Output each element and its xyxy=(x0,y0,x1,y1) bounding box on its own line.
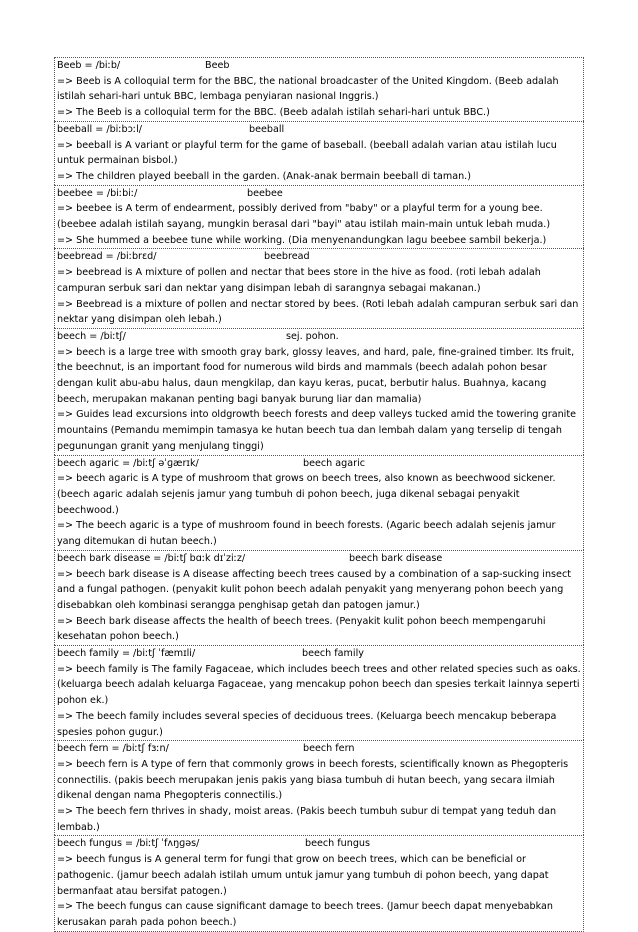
entry-pronunciation: beech fungus = /biːtʃ ˈfʌŋɡəs/ xyxy=(57,838,200,850)
entry-example: => Beech bark disease affects the health of beech trees. (Penyakit kulit pohon beech mempengaruhi kesehatan pohon beech.) xyxy=(57,615,546,643)
entry-definition: => beech fungus is A general term for fungi that grow on beech trees, which can be beneficial or pathogenic. (jamur beech adalah istilah umum untuk jamur yang tumbuh di pohon beech, yang dapat bermanfaat atau bersifat patogen.) xyxy=(57,854,549,897)
entry-pronunciation: beebread = /biːbrɛd/ xyxy=(57,251,157,263)
entry-definition: => beech fern is A type of fern that commonly grows in beech forests, scientifically known as Phegopteris connectilis. (pakis beech merupakan jenis pakis yang biasa tumbuh di hutan beech, yang secara ilmiah dikenal dengan nama Phegopteris connectilis.) xyxy=(57,758,569,802)
entry-example: => The Beeb is a colloquial term for the BBC. (Beeb adalah istilah sehari-hari untuk BBC.) xyxy=(57,107,490,119)
entry-example: => The beech agaric is a type of mushroom found in beech forests. (Agaric beech adalah sejenis jamur yang ditemukan di hutan beech.) xyxy=(57,520,556,548)
entry-headword-row xyxy=(57,741,581,757)
entry-headword-row xyxy=(57,646,581,662)
entry-pronunciation: beech bark disease = /biːtʃ bɑːk dɪˈziːz/ xyxy=(57,552,246,564)
entry-headword-row xyxy=(57,551,581,567)
dictionary-entry xyxy=(54,835,584,931)
entry-example: => The children played beeball in the garden. (Anak-anak bermain beeball di taman.) xyxy=(57,170,471,182)
dictionary-entry xyxy=(54,57,584,121)
entry-pronunciation: beebee = /biːbiː/ xyxy=(57,187,138,199)
dictionary-document xyxy=(54,57,584,932)
entry-definition: => beeball is A variant or playful term for the game of baseball. (beeball adalah varian atau istilah lucu untuk permainan bisbol.) xyxy=(57,139,557,167)
dictionary-entry xyxy=(54,121,584,185)
entry-example: => The beech fern thrives in shady, moist areas. (Pakis beech tumbuh subur di tempat yang teduh dan lembab.) xyxy=(57,806,557,833)
dictionary-entry xyxy=(54,740,584,835)
entry-title: beech agaric xyxy=(303,457,366,469)
entry-example: => The beech family includes several species of deciduous trees. (Keluarga beech mencakup beberapa spesies pohon gugur.) xyxy=(57,710,557,738)
entry-title: beeball xyxy=(249,123,285,135)
entry-pronunciation: beech fern = /biːtʃ fɜːn/ xyxy=(57,743,169,755)
entry-definition: => beech is a large tree with smooth gray bark, glossy leaves, and hard, pale, fine-grained timber. Its fruit, the beechnut, is an important food for numerous wild birds and mammals (beech adalah pohon besar dengan kulit abu-abu halus, daun mengkilap, dan kayu keras, pucat, berbutir halus. Buahnya, kacang beech, merupakan makanan penting bagi banyak burung liar dan mamalia) xyxy=(57,346,575,405)
entry-definition: => beebee is A term of endearment, possibly derived from "baby" or a playful term for a young bee. (beebee adalah istilah sayang, mungkin berasal dari "bayi" atau istilah main-main untuk lebah muda.) xyxy=(57,203,551,231)
entry-title: beech fungus xyxy=(305,838,371,850)
dictionary-entry xyxy=(54,328,584,455)
dictionary-entry xyxy=(54,455,584,550)
entry-definition: => beech bark disease is A disease affecting beech trees caused by a combination of a sap-sucking insect and a fungal pathogen. (penyakit kulit pohon beech adalah penyakit yang menyerang pohon beech yang disebabkan oleh kombinasi serangga penghisap getah dan patogen jamur.) xyxy=(57,568,571,611)
entry-title: beebee xyxy=(247,187,283,199)
entry-headword-row xyxy=(57,329,581,345)
entry-example: => Guides lead excursions into oldgrowth beech forests and deep valleys tucked amid the towering granite mountains (Pemandu memimpin tamasya ke hutan beech tua dan lembah dalam yang terselip di tengah pegunungan granit yang menjulang tinggi) xyxy=(57,409,576,452)
entry-example: => She hummed a beebee tune while working. (Dia menyenandungkan lagu beebee sambil bekerja.) xyxy=(57,234,547,246)
entry-pronunciation: Beeb = /biːb/ xyxy=(57,60,121,71)
entry-headword-row xyxy=(57,836,581,852)
entry-definition: => beebread is A mixture of pollen and nectar that bees store in the hive as food. (roti lebah adalah campuran serbuk sari dan nektar yang disimpan lebah di sarangnya sebagai makanan.) xyxy=(57,267,541,294)
dictionary-entry xyxy=(54,645,584,740)
dictionary-entry xyxy=(54,550,584,645)
entry-pronunciation: beech = /biːtʃ/ xyxy=(57,330,126,342)
entry-headword-row xyxy=(57,58,581,74)
entry-definition: => Beeb is A colloquial term for the BBC, the national broadcaster of the United Kingdom. (Beeb adalah istilah sehari-hari untuk BBC, lembaga penyiaran nasional Inggris.) xyxy=(57,75,559,103)
entry-pronunciation: beeball = /biːbɔːl/ xyxy=(57,123,143,135)
dictionary-entry xyxy=(54,185,584,249)
dictionary-entry xyxy=(54,248,584,328)
entry-headword-row xyxy=(57,186,581,202)
entry-title: beech family xyxy=(302,648,364,660)
entry-title: sej. pohon. xyxy=(286,330,339,342)
entry-example: => The beech fungus can cause significant damage to beech trees. (Jamur beech dapat menyebabkan kerusakan parah pada pohon beech.) xyxy=(57,901,553,928)
entry-title: beech fern xyxy=(303,743,355,755)
entry-definition: => beech family is The family Fagaceae, which includes beech trees and other related species such as oaks. (keluarga beech adalah keluarga Fagaceae, yang mencakup pohon beech dan spesies terkait lainnya seperti pohon ek.) xyxy=(57,663,581,707)
entry-example: => Beebread is a mixture of pollen and nectar stored by bees. (Roti lebah adalah campuran serbuk sari dan nektar yang disimpan oleh lebah.) xyxy=(57,298,579,326)
entry-headword-row xyxy=(57,456,581,472)
entry-title: beebread xyxy=(264,251,310,263)
entry-definition: => beech agaric is A type of mushroom that grows on beech trees, also known as beechwood sickener. (beech agaric adalah sejenis jamur yang tumbuh di pohon beech, juga dikenal sebagai penyakit beechwood.) xyxy=(57,473,556,516)
entry-title: beech bark disease xyxy=(349,552,443,564)
entry-pronunciation: beech agaric = /biːtʃ əˈɡærɪk/ xyxy=(57,457,199,469)
entry-headword-row xyxy=(57,249,581,265)
entry-headword-row xyxy=(57,122,581,138)
entry-pronunciation: beech family = /biːtʃ ˈfæmɪli/ xyxy=(57,648,196,660)
entry-title: Beeb xyxy=(205,60,230,71)
